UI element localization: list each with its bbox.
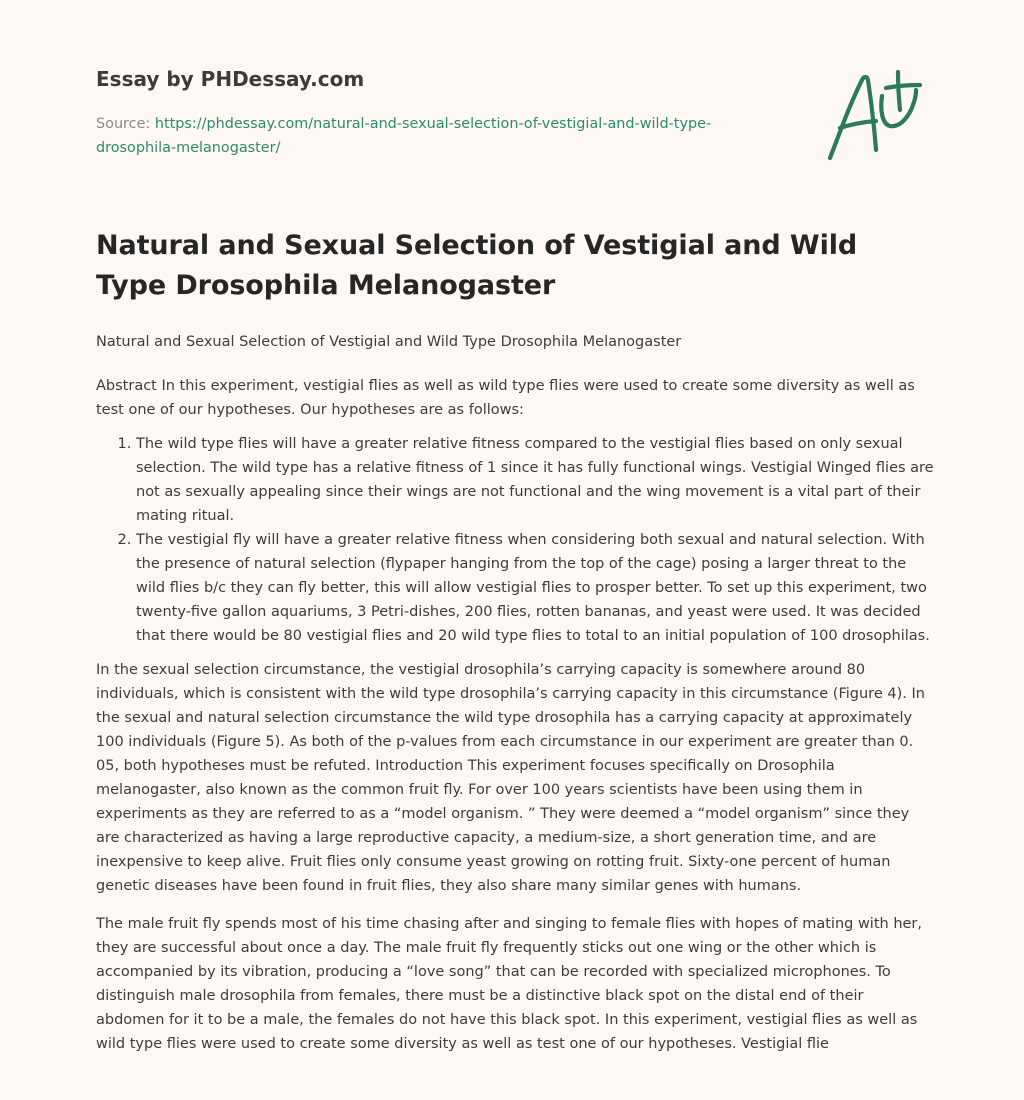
source-link-line2: drosophila-melanogaster/	[96, 140, 281, 156]
site-header	[96, 64, 796, 160]
source-link-line1: https://phdessay.com/natural-and-sexual-selection-of-vestigial-and-wild-type-	[154, 116, 712, 132]
article-title: Natural and Sexual Selection of Vestigial and Wild Type Drosophila Melanogaster	[96, 230, 858, 301]
source-label: Source:	[96, 116, 151, 132]
a-plus-logo	[818, 66, 928, 166]
body-paragraph: The male fruit fly spends most of his time chasing after and singing to female flies with hopes of mating with her, they are successful about once a day. The male fruit fly frequently sticks out one wing or the other which is accompanied by its vibration, producing a “love song” that can be recorded with specialized microphones. To distinguish male drosophila from females, there must be a distinctive black spot on the distal end of their abdomen for it to be a male, the females do not have this black spot. In this experiment, vestigial flies as well as wild type flies were used to create some diversity as well as test one of our hypotheses. Vestigial flie	[96, 916, 923, 1052]
hypothesis-item: 1. The wild type flies will have a greater relative fitness compared to the vestigial flies based on only sexual selection. The wild type has a relative fitness of 1 since it has fully functional wings. Vestigial Winged flies are not as sexually appealing since their wings are not functional and the wing movement is a vital part of their mating ritual.	[136, 432, 936, 528]
hypothesis-item: 2. The vestigial fly will have a greater relative fitness when considering both sexual and natural selection. With the presence of natural selection (flypaper hanging from the top of the cage) posing a larger threat to the wild flies b/c they can fly better, this will allow vestigial flies to prosper better. To set up this experiment, two twenty-five gallon aquariums, 3 Petri-dishes, 200 flies, rotten bananas, and yeast were used. It was decided that there would be 80 vestigial flies and 20 wild type flies to total to an initial population of 100 drosophilas.	[136, 528, 936, 648]
abstract-paragraph: Abstract In this experiment, vestigial flies as well as wild type flies were used to create some diversity as well as test one of our hypotheses. Our hypotheses are as follows:	[96, 378, 915, 418]
article	[96, 226, 936, 1056]
source-line	[96, 112, 796, 160]
body-paragraph: In the sexual selection circumstance, the vestigial drosophila’s carrying capacity is somewhere around 80 individuals, which is consistent with the wild type drosophila’s carrying capacity in this circumstance (Figure 4). In the sexual and natural selection circumstance the wild type drosophila has a carrying capacity at approximately 100 individuals (Figure 5). As both of the p-values from each circumstance in our experiment are greater than 0. 05, both hypotheses must be refuted. Introduction This experiment focuses specifically on Drosophila melanogaster, also known as the common fruit fly. For over 100 years scientists have been using them in experiments as they are referred to as a “model organism. ” They were deemed a “model organism” since they are characterized as having a large reproductive capacity, a medium-size, a short generation time, and are inexpensive to keep alive. Fruit flies only consume yeast growing on rotting fruit. Sixty-one percent of human genetic diseases have been found in fruit flies, they also share many similar genes with humans.	[96, 662, 925, 894]
source-link[interactable]	[96, 116, 711, 156]
article-subtitle: Natural and Sexual Selection of Vestigial and Wild Type Drosophila Melanogaster	[96, 334, 682, 350]
hypotheses-list	[96, 432, 936, 648]
site-title: Essay by PHDessay.com	[96, 67, 365, 91]
